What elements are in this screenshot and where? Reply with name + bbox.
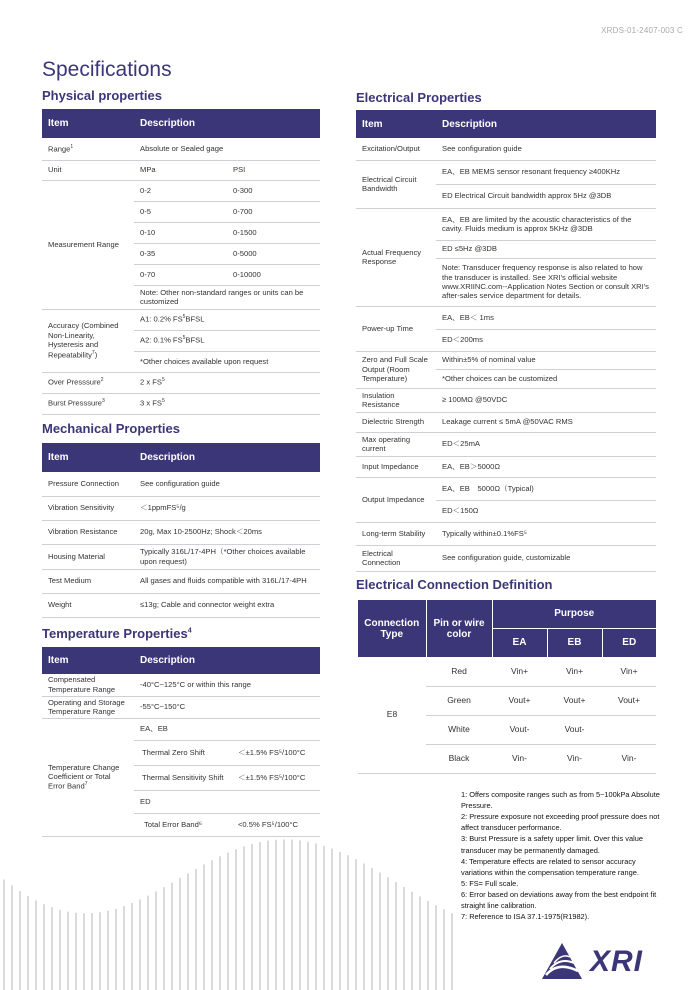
col-ed: ED bbox=[602, 628, 656, 657]
mech-item: Weight bbox=[42, 593, 134, 617]
ranges-note: Note: Other non-standard ranges or units can be customized bbox=[134, 285, 320, 309]
mech-desc: See configuration guide bbox=[134, 472, 320, 496]
range-mpa: 0-5 bbox=[134, 201, 227, 222]
mech-desc: ＜1ppmFS⁵/g bbox=[134, 496, 320, 520]
electrical-table bbox=[356, 110, 656, 572]
ed-label: ED bbox=[134, 790, 320, 813]
footnote: 3: Burst Pressure is a safety upper limit. Over this value transducer may be permanently damaged. bbox=[461, 834, 643, 855]
accuracy-a1: A1: 0.2% $FS^5BFSL$ bbox=[134, 309, 320, 330]
mech-item: Vibration Sensitivity bbox=[42, 496, 134, 520]
mech-desc: All gases and fluids compatible with 316L/17-4PH bbox=[134, 569, 320, 593]
op-temp-value: -55°C~150°C bbox=[134, 696, 320, 718]
unit-label: Unit bbox=[42, 160, 134, 180]
frequency-note: Note: Transducer frequency response is also related to how the transducer is installed. See XRI's official website www.XRIINC.com--Application Notes Section or consult XRI's after-sales service department for details. bbox=[436, 258, 656, 306]
burst-pressure-label: Burst Presssure$^3$ bbox=[42, 393, 134, 414]
bandwidth-label: Electrical Circuit Bandwidth bbox=[356, 160, 436, 208]
col-pin-color: Pin or wire color bbox=[426, 600, 492, 657]
page-title: Specifications bbox=[42, 58, 172, 81]
range-mpa: 0-10 bbox=[134, 222, 227, 243]
frequency-1: EA、EB are limited by the acoustic characteristics of the cavity. Fluids medium is approx 5KHz @3DB bbox=[436, 208, 656, 240]
output-impedance-1: EA、EB 5000Ω（Typical) bbox=[436, 477, 656, 500]
eb-pin: Vin+ bbox=[547, 657, 602, 686]
ea-pin: Vout- bbox=[492, 715, 547, 744]
mech-item: Test Medium bbox=[42, 569, 134, 593]
power-up-2: ED＜200ms bbox=[436, 329, 656, 351]
comp-temp-label: Compensated Temperature Range bbox=[42, 674, 134, 696]
connection-def-title: Electrical Connection Definition bbox=[356, 577, 553, 592]
mech-desc: ≤13g; Cable and connector weight extra bbox=[134, 593, 320, 617]
ed-pin bbox=[602, 715, 656, 744]
ea-pin: Vout+ bbox=[492, 686, 547, 715]
accuracy-a2: A2: 0.1% $FS^5BFSL$ bbox=[134, 330, 320, 351]
input-impedance-label: Input Impedance bbox=[356, 456, 436, 477]
eb-pin: Vout+ bbox=[547, 686, 602, 715]
burst-pressure-value: 3 x $FS^5$ bbox=[134, 393, 320, 414]
range-mpa: 0-70 bbox=[134, 264, 227, 285]
col-ea: EA bbox=[492, 628, 547, 657]
op-temp-label: Operating and Storage Temperature Range bbox=[42, 696, 134, 718]
mech-desc: 20g, Max 10-2500Hz; Shock＜20ms bbox=[134, 520, 320, 544]
mech-item: Pressure Connection bbox=[42, 472, 134, 496]
thermal-sens-value: ＜±1.5% FS⁵/100°C bbox=[232, 765, 320, 790]
zero-fs-1: Within±5% of nominal value bbox=[436, 351, 656, 369]
range-psi: 0-10000 bbox=[227, 264, 320, 285]
col-description-header: Description bbox=[134, 443, 320, 472]
range-value: Absolute or Sealed gage bbox=[134, 138, 320, 160]
footnote: 1: Offers composite ranges such as from 5~100kPa Absolute Pressure. bbox=[461, 790, 660, 811]
dielectric-label: Dielectric Strength bbox=[356, 412, 436, 432]
physical-section-title: Physical properties bbox=[42, 88, 162, 103]
xri-logo bbox=[540, 941, 665, 981]
footnote: 5: FS= Full scale. bbox=[461, 878, 519, 888]
insulation-value: ≥ 100MΩ @50VDC bbox=[436, 388, 656, 412]
range-mpa: 0-35 bbox=[134, 243, 227, 264]
measurement-range-label: Measurement Range bbox=[42, 180, 134, 309]
range-mpa: 0-2 bbox=[134, 180, 227, 201]
col-item-header: Item bbox=[356, 110, 436, 138]
col-eb: EB bbox=[547, 628, 602, 657]
temp-coef-label: Temperature Change Coefficient or Total Error Band$^7$ bbox=[42, 718, 134, 836]
wire-color: Black bbox=[426, 744, 492, 773]
footnote: 2: Pressure exposure not exceeding proof pressure does not affect transducer performance. bbox=[461, 812, 660, 833]
col-item-header: Item bbox=[42, 109, 134, 138]
total-error-label: Total Error Band⁶ bbox=[134, 813, 232, 836]
mech-item: Housing Material bbox=[42, 544, 134, 569]
stability-value: Typically within±0.1%FS⁵ bbox=[436, 522, 656, 545]
col-item-header: Item bbox=[42, 647, 134, 674]
mechanical-table bbox=[42, 443, 320, 618]
total-error-value: <0.5% FS⁵/100°C bbox=[232, 813, 320, 836]
thermal-sens-label: Thermal Sensitivity Shift bbox=[134, 765, 232, 790]
accuracy-label: Accuracy (Combined Non-Linearity, Hysteresis and Repeatability$^7$) bbox=[42, 309, 134, 372]
mechanical-section-title: Mechanical Properties bbox=[42, 421, 180, 436]
mech-item: Vibration Resistance bbox=[42, 520, 134, 544]
accuracy-note: *Other choices available upon request bbox=[134, 351, 320, 372]
unit-psi: PSI bbox=[227, 160, 320, 180]
eb-pin: Vin- bbox=[547, 744, 602, 773]
ea-pin: Vin- bbox=[492, 744, 547, 773]
power-up-label: Power-up Time bbox=[356, 306, 436, 351]
col-description-header: Description bbox=[134, 109, 320, 138]
input-impedance-value: EA、EB＞5000Ω bbox=[436, 456, 656, 477]
over-pressure-value: 2 x $FS^5$ bbox=[134, 372, 320, 393]
range-label: Range$^1$ bbox=[42, 138, 134, 160]
wire-color: Red bbox=[426, 657, 492, 686]
excitation-label: Excitation/Output bbox=[356, 138, 436, 160]
output-impedance-label: Output Impedance bbox=[356, 477, 436, 522]
stability-label: Long-term Stability bbox=[356, 522, 436, 545]
connection-def-table bbox=[358, 600, 656, 774]
ea-eb-label: EA、EB bbox=[134, 718, 320, 740]
col-connection-type: Connection Type bbox=[358, 600, 426, 657]
mech-desc: Typically 316L/17-4PH（*Other choices available upon request) bbox=[134, 544, 320, 569]
connection-label: Electrical Connection bbox=[356, 545, 436, 571]
wire-color: Green bbox=[426, 686, 492, 715]
wire-color: White bbox=[426, 715, 492, 744]
power-up-1: EA、EB＜ 1ms bbox=[436, 306, 656, 329]
bandwidth-2: ED Electrical Circuit bandwidth approx 5Hz @3DB bbox=[436, 184, 656, 208]
temperature-section-title: Temperature Properties$^4$ bbox=[42, 626, 192, 641]
insulation-label: Insulation Resistance bbox=[356, 388, 436, 412]
over-pressure-label: Over Presssure$^2$ bbox=[42, 372, 134, 393]
excitation-value: See configuration guide bbox=[436, 138, 656, 160]
document-id: XRDS-01-2407-003 C bbox=[601, 26, 683, 35]
footnote: 4: Temperature effects are related to sensor accuracy variations within the compensation temperature range. bbox=[461, 856, 639, 877]
col-description-header: Description bbox=[436, 110, 656, 138]
thermal-zero-label: Thermal Zero Shift bbox=[134, 740, 232, 765]
ed-pin: Vin+ bbox=[602, 657, 656, 686]
col-description-header: Description bbox=[134, 647, 320, 674]
footnote: 6: Error based on deviations away from the best endpoint fit straight line calibration. bbox=[461, 889, 657, 911]
unit-mpa: MPa bbox=[134, 160, 227, 180]
range-psi: 0-5000 bbox=[227, 243, 320, 264]
thermal-zero-value: ＜±1.5% FS⁵/100°C bbox=[232, 740, 320, 765]
ed-pin: Vin- bbox=[602, 744, 656, 773]
ea-pin: Vin+ bbox=[492, 657, 547, 686]
temperature-table bbox=[42, 647, 320, 837]
bandwidth-1: EA、EB MEMS sensor resonant frequency ≥400KHz bbox=[436, 160, 656, 184]
comp-temp-value: -40°C~125°C or within this range bbox=[134, 674, 320, 696]
logo-emblem-icon bbox=[540, 941, 584, 981]
zero-fs-2: *Other choices can be customized bbox=[436, 369, 656, 388]
range-psi: 0-300 bbox=[227, 180, 320, 201]
col-item-header: Item bbox=[42, 443, 134, 472]
connection-value: See configuration guide, customizable bbox=[436, 545, 656, 571]
range-psi: 0-1500 bbox=[227, 222, 320, 243]
frequency-2: ED ≤5Hz @3DB bbox=[436, 240, 656, 258]
range-psi: 0-700 bbox=[227, 201, 320, 222]
output-impedance-2: ED＜150Ω bbox=[436, 500, 656, 522]
logo-text: XRI bbox=[590, 945, 644, 978]
physical-table bbox=[42, 109, 320, 415]
dielectric-value: Leakage current ≤ 5mA @50VAC RMS bbox=[436, 412, 656, 432]
frequency-label: Actual Frequency Response bbox=[356, 208, 436, 306]
decorative-wave-lines bbox=[0, 815, 460, 990]
electrical-section-title: Electrical Properties bbox=[356, 90, 482, 105]
max-current-value: ED＜25mA bbox=[436, 432, 656, 456]
eb-pin: Vout- bbox=[547, 715, 602, 744]
col-purpose: Purpose bbox=[492, 600, 656, 628]
max-current-label: Max operating current bbox=[356, 432, 436, 456]
connection-type-e8: E8 bbox=[358, 657, 426, 773]
footnotes bbox=[461, 789, 661, 922]
ed-pin: Vout+ bbox=[602, 686, 656, 715]
zero-fs-label: Zero and Full Scale Output (Room Temperature) bbox=[356, 351, 436, 388]
footnote: 7: Reference to ISA 37.1-1975(R1982). bbox=[461, 912, 590, 922]
